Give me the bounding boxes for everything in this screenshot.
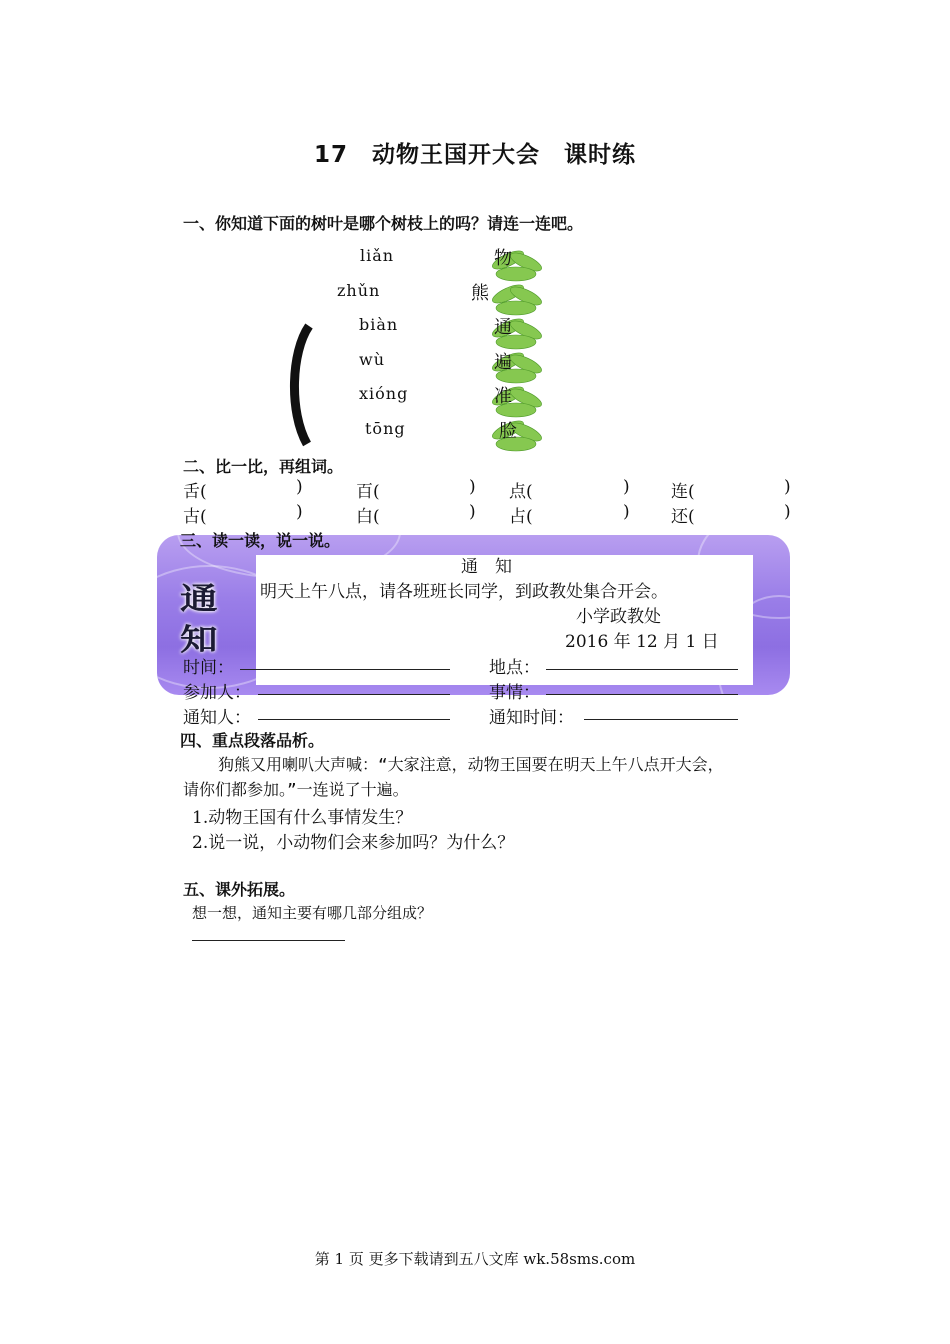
close-paren: ) — [296, 502, 303, 522]
pinyin-item[interactable]: zhǔn — [337, 281, 381, 300]
section3-heading: 三、读一读，说一说。 — [180, 531, 341, 550]
close-paren: ) — [784, 477, 791, 497]
banner-char: 通 — [180, 582, 218, 617]
compare-word-5: 古( — [183, 507, 207, 527]
compare-word-2: 百( — [356, 482, 380, 502]
field-label-participants: 参加人： — [183, 683, 251, 703]
field-label-notifier: 通知人： — [183, 708, 251, 728]
branch-image — [287, 322, 317, 447]
pinyin-item[interactable]: wù — [359, 350, 385, 369]
close-paren: ) — [784, 502, 791, 522]
notice-title: 通 知 — [461, 557, 512, 577]
compare-word-7: 占( — [509, 507, 533, 527]
field-label-place: 地点： — [489, 658, 540, 678]
close-paren: ) — [623, 477, 630, 497]
compare-word-3: 点( — [509, 482, 533, 502]
field-label-matter: 事情： — [489, 683, 540, 703]
pinyin-item[interactable]: xióng — [359, 384, 409, 403]
close-paren: ) — [296, 477, 303, 497]
notice-body: 明天上午八点，请各班班长同学，到政教处集合开会。 — [260, 582, 668, 602]
question-2: 2.说一说，小动物们会来参加吗？为什么？ — [192, 833, 515, 853]
leaf-character[interactable]: 物 — [494, 248, 512, 269]
answer-line[interactable] — [258, 694, 450, 695]
section2-heading: 二、比一比，再组词。 — [183, 457, 344, 476]
field-label-notice-time: 通知时间： — [489, 708, 574, 728]
answer-line[interactable] — [258, 719, 450, 720]
page-title: 17 动物王国开大会 课时练 — [313, 142, 636, 168]
page-footer: 第 1 页 更多下载请到五八文库 wk.58sms.com — [314, 1250, 636, 1268]
compare-word-8: 还( — [671, 507, 695, 527]
answer-line[interactable] — [546, 669, 738, 670]
leaf-character[interactable]: 准 — [494, 386, 512, 407]
answer-line[interactable] — [584, 719, 738, 720]
leaf-character[interactable]: 通 — [494, 317, 512, 338]
close-paren: ) — [469, 477, 476, 497]
question-1: 1.动物王国有什么事情发生？ — [192, 808, 413, 828]
answer-line[interactable] — [546, 694, 738, 695]
pinyin-item[interactable]: tōng — [365, 419, 406, 438]
section5-question: 想一想，通知主要有哪几部分组成？ — [192, 904, 433, 922]
section5-heading: 五、课外拓展。 — [183, 880, 296, 899]
compare-word-6: 白( — [356, 507, 380, 527]
answer-line[interactable] — [192, 940, 345, 941]
leaf-character[interactable]: 熊 — [471, 283, 489, 304]
pinyin-item[interactable]: liǎn — [360, 246, 395, 265]
field-label-time: 时间： — [183, 658, 234, 678]
leaf-character[interactable]: 遍 — [494, 352, 512, 373]
pinyin-item[interactable]: biàn — [359, 315, 399, 334]
notice-signer: 小学政教处 — [576, 607, 661, 627]
compare-word-1: 舌( — [183, 482, 207, 502]
close-paren: ) — [469, 502, 476, 522]
section1-heading: 一、你知道下面的树叶是哪个树枝上的吗？请连一连吧。 — [183, 214, 584, 233]
notice-date: 2016 年 12 月 1 日 — [565, 632, 719, 652]
compare-word-4: 连( — [671, 482, 695, 502]
passage-line: 狗熊又用喇叭大声喊：“大家注意，动物王国要在明天上午八点开大会， — [218, 755, 724, 774]
leaf-character[interactable]: 脸 — [499, 421, 517, 442]
close-paren: ) — [623, 502, 630, 522]
passage-line: 请你们都参加。”一连说了十遍。 — [183, 780, 409, 799]
answer-line[interactable] — [240, 669, 450, 670]
banner-char: 知 — [180, 623, 218, 658]
section4-heading: 四、重点段落品析。 — [180, 731, 325, 750]
